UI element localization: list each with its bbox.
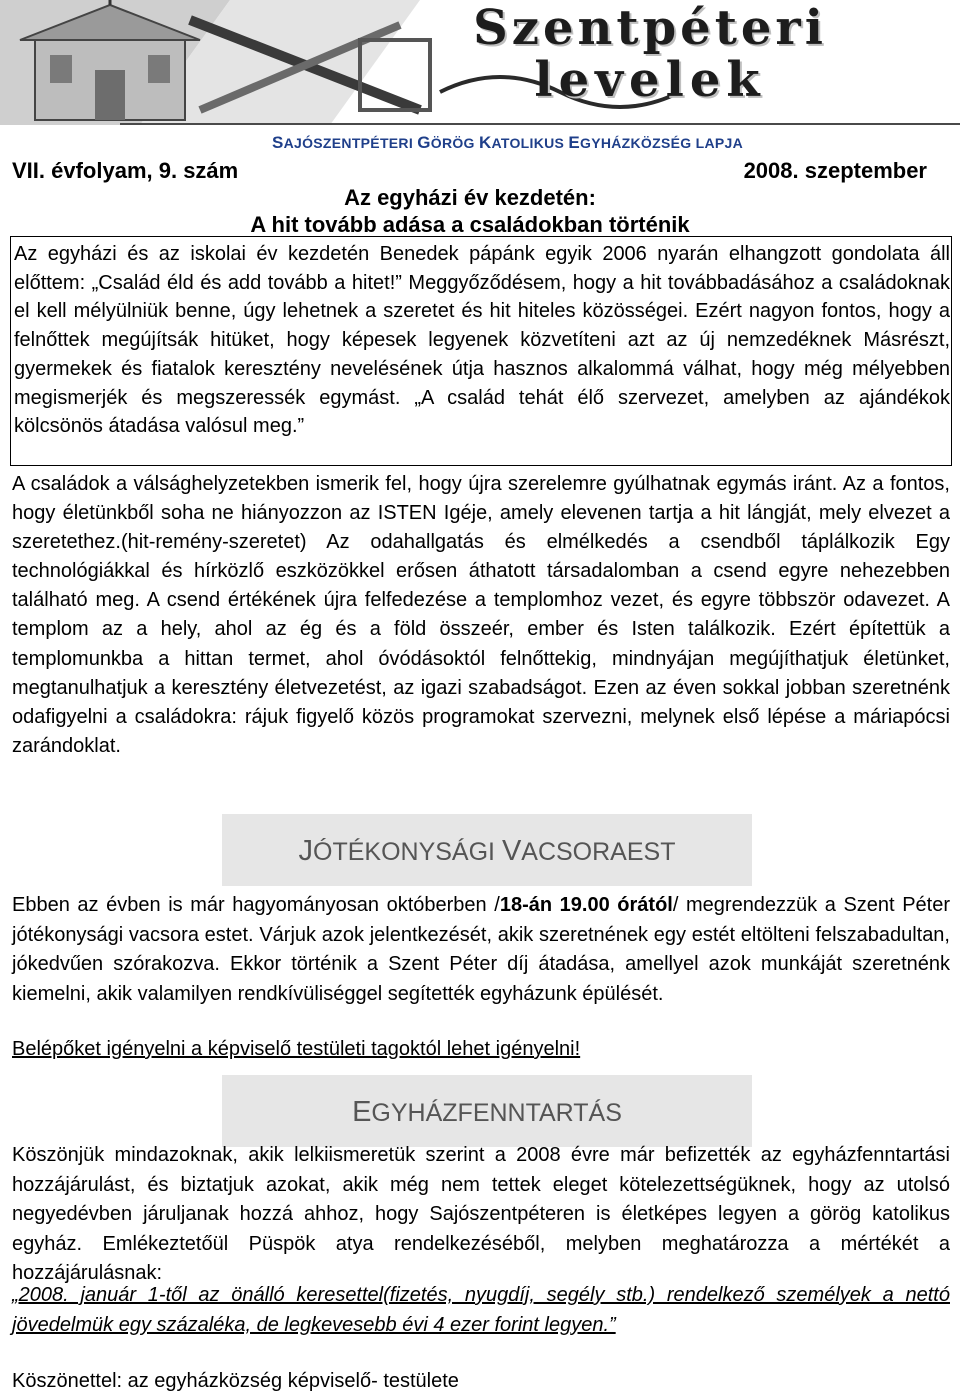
article-paragraph-2: A családok a válsághelyzetekben ismerik fel, hogy újra szerelemre gyúlhatnak egymás iránt. Az a fontos, hogy életünkből soha ne hiányozzon az ISTEN Igéje, amely elevenen tartja a hit lángját, mely elvezet a szeretethez.(hit-remény-szeretet) Az odahallgatás és elmélkedés a csendből táplálkozik Egy technológiákkal és hírközlő eszközökkel erősen áthatott társadalomban a csend egyre nehezebben található meg. A csend értékének újra felfedezése a templomhoz vezet, és egyre többször odavezet. A templom az a hely, ahol az ég és a föld összeér, ember és Isten találkozik. Ezért építettük a templomunkba a hittan termet, ahol óvódásoktól felnőttekig, mindnyájan megújíthatjuk életünket, megtanulhatjuk a keresztény életvezetést, az igazi szabadságot. Ezen az éven sokkal jobban szeretnénk odafigyelni a családokra: rájuk figyelő közös programokat szervezni, melynek első lépése a máriapócsi zarándoklat.: [12, 473, 950, 757]
banner-cap: V: [501, 835, 522, 867]
article-title-line2: A hit tovább adása a családokban történik: [250, 212, 690, 237]
banner-small: ÓTÉKONYSÁGI: [313, 838, 502, 866]
banner-small: ACSORAEST: [521, 838, 676, 866]
charity-dinner-paragraph: [12, 891, 950, 1010]
issue-volume: VII. évfolyam, 9. szám: [12, 158, 239, 183]
pub-cap: S: [271, 133, 284, 152]
pub-small: ATOLIKUS: [491, 135, 569, 151]
masthead-title: [440, 2, 860, 106]
banner-small: GYHÁZFENNTARTÁS: [371, 1099, 622, 1127]
pub-cap: E: [568, 133, 581, 152]
charity-text-end: / megrendezzük a Szent Péter jótékonysági vacsora estet. Várjuk azok jelentkezését, akik szeretnének egy estét eltölteni felszabadultan, jókedvűen szórakozva. Ekkor történik a Szent Péter díj átadása, amellyel azok munkáját szeretnénk kiemelni, akik valamilyen rendkívüliséggel segítették egyházunk épülését.: [12, 894, 950, 1006]
closing-signature: Köszönettel: az egyházközség képviselő- testülete: [12, 1370, 459, 1392]
pub-small: ÖRÖG: [430, 135, 479, 151]
masthead-title-line2: levelek: [534, 52, 766, 108]
issue-date: 2008. szeptember: [743, 158, 927, 183]
masthead: [0, 0, 960, 125]
article-paragraph-1: Az egyházi és az iskolai év kezdetén Benedek pápánk egyik 2006 nyarán elhangzott gondolata áll előttem: „Család éld és add tovább a hitet!” Meggyőződésem, hogy a hit továbbadásához a családoknak el kell mélyülniük benne, úgy lehetnek a szeretet és hit hiteles közösségei. Ezért nagyon fontos, hogy a felnőttek megújítsák hitüket, hogy képesek legyenek közvetíteni azt az új nemzedéknek Másrészt, gyermekek és fiatalok keresztény nevelésének útja hasznos alkalommá válhat, hogy még mélyebben megismerjék és megszeressék egymást. „A család tehát élő szervezet, amelyben az ajándékok kölcsönös átadása valósul meg.”: [14, 243, 950, 438]
pub-cap: K: [478, 133, 492, 152]
pub-small: AJÓSZENTPÉTERI: [283, 135, 418, 151]
section-banner-church-maintenance: [222, 1075, 752, 1147]
article-title-line1: Az egyházi év kezdetén:: [344, 185, 596, 210]
ticket-note-text: Belépőket igényelni a képviselő testületi tagoktól lehet igényelni!: [12, 1038, 581, 1060]
charity-time: 18-án 19.00 órától: [499, 894, 673, 916]
bishop-quote: [12, 1281, 950, 1340]
banner-cap: E: [352, 1096, 372, 1128]
masthead-divider: [120, 123, 960, 125]
section-banner-charity-dinner: [222, 814, 752, 886]
ticket-note: [12, 1035, 950, 1064]
charity-text-start: Ebben az évben is már hagyományosan októberben /: [12, 894, 500, 916]
issue-row: [12, 157, 927, 185]
masthead-title-line1: Szentpéteri: [473, 0, 827, 56]
maintenance-paragraph: Köszönjük mindazoknak, akik lelkiismeretük szerint a 2008 évre már befizették az egyházfenntartási hozzájárulást, és biztatjuk azokat, akik még nem tettek eleget kötelezettségüknek, hogy az utolsó negyedévben járuljanak hozzá ahhoz, hogy Sajószentpéteren is életképes legyen a görög katolikus egyház. Emlékeztetőül Püspök atya rendelkezéséből, melyben meghatározza a mértékét a hozzájárulásnak:: [12, 1144, 950, 1285]
pub-small: GYHÁZKÖZSÉG LAPJA: [580, 135, 744, 151]
pub-cap: G: [417, 133, 431, 152]
banner-cap: J: [298, 835, 313, 867]
publication-name: [0, 131, 960, 155]
bishop-quote-text: „2008. január 1-től az önálló keresettel(fizetés, nyugdíj, segély stb.) rendelkező személyek a nettó jövedelmük egy százaléka, de legkevesebb évi 4 ezer forint legyen.”: [12, 1284, 950, 1336]
